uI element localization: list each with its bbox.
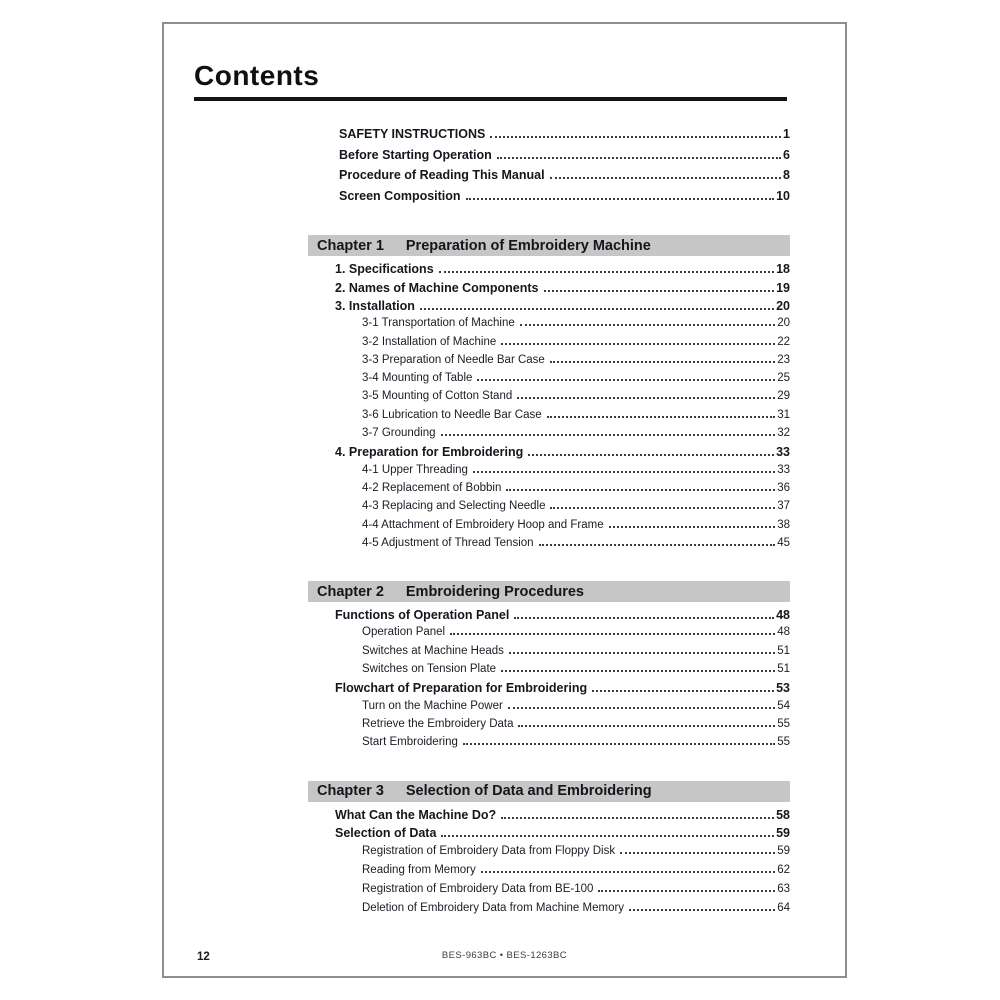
title-rule: [194, 97, 787, 101]
toc-entry-label: 4. Preparation for Embroidering: [335, 445, 524, 460]
dot-leader: [508, 707, 775, 709]
toc-row: [308, 537, 790, 555]
toc-row: [308, 663, 790, 681]
toc-entry-page: 37: [777, 500, 790, 513]
toc-entry-label: Operation Panel: [362, 626, 446, 639]
toc-entry-page: 55: [777, 717, 790, 730]
dot-leader: [550, 507, 775, 509]
toc-entry-page: 62: [777, 864, 790, 877]
dot-leader: [497, 157, 781, 159]
dot-leader: [501, 343, 775, 345]
toc-entry-label: 4-4 Attachment of Embroidery Hoop and Frame: [362, 518, 604, 531]
toc-entry-label: 3. Installation: [335, 298, 415, 313]
toc-row: [308, 883, 790, 902]
chapter-label: Chapter 1: [317, 237, 384, 254]
dot-leader: [420, 308, 774, 310]
toc-entry-label: Switches on Tension Plate: [362, 663, 497, 676]
toc-entry-label: 3-1 Transportation of Machine: [362, 317, 515, 330]
toc-row: [308, 864, 790, 883]
dot-leader: [550, 361, 775, 363]
dot-leader: [517, 397, 775, 399]
toc-row: [308, 127, 790, 148]
toc-entry-page: 33: [776, 445, 790, 460]
chapter-section: [308, 781, 790, 921]
toc-entry-page: 54: [777, 699, 790, 712]
toc-row: [308, 519, 790, 537]
dot-leader: [609, 526, 776, 528]
toc-entry-label: Registration of Embroidery Data from Floppy Disk: [362, 845, 616, 858]
dot-leader: [490, 136, 781, 138]
toc-entry-page: 38: [777, 518, 790, 531]
dot-leader: [598, 890, 775, 892]
page-title: Contents: [194, 60, 320, 91]
toc-entry-label: Selection of Data: [335, 826, 437, 841]
toc-entry-page: 58: [776, 807, 790, 822]
manual-page: [162, 22, 847, 978]
toc-entry-label: Before Starting Operation: [339, 147, 492, 162]
toc-entry-page: 18: [776, 262, 790, 277]
dot-leader: [466, 198, 775, 200]
toc-entry-label: 4-3 Replacing and Selecting Needle: [362, 500, 546, 513]
toc-entry-label: 4-2 Replacement of Bobbin: [362, 481, 502, 494]
chapter-heading-bar: [308, 581, 790, 602]
dot-leader: [514, 617, 774, 619]
toc-row: [308, 409, 790, 427]
toc-entry-label: Screen Composition: [339, 188, 461, 203]
toc-entry-page: 48: [777, 626, 790, 639]
toc-row: [308, 445, 790, 463]
toc-entry-label: 4-5 Adjustment of Thread Tension: [362, 536, 534, 549]
toc-row: [308, 336, 790, 354]
toc-entry-page: 25: [777, 372, 790, 385]
toc-entry-page: 51: [777, 644, 790, 657]
toc-entry-page: 55: [777, 736, 790, 749]
chapter-entries: [308, 602, 790, 754]
dot-leader: [629, 909, 775, 911]
toc-entry-page: 51: [777, 663, 790, 676]
chapter-label: Chapter 2: [317, 583, 384, 600]
toc-row: [308, 317, 790, 335]
toc-entry-page: 31: [777, 408, 790, 421]
dot-leader: [592, 690, 774, 692]
dot-leader: [528, 454, 774, 456]
chapter-list: [308, 235, 790, 920]
toc-entry-label: 3-2 Installation of Machine: [362, 335, 497, 348]
toc-row: [308, 626, 790, 644]
front-matter-list: [308, 127, 790, 209]
toc-entry-page: 59: [777, 845, 790, 858]
dot-leader: [463, 743, 775, 745]
toc-entry-label: 4-1 Upper Threading: [362, 463, 468, 476]
dot-leader: [450, 633, 775, 635]
toc-row: [308, 372, 790, 390]
toc-entry-label: SAFETY INSTRUCTIONS: [339, 127, 486, 141]
dot-leader: [501, 670, 775, 672]
dot-leader: [473, 471, 775, 473]
chapter-entries: [308, 802, 790, 921]
toc-entry-page: 20: [777, 317, 790, 330]
toc-entry-label: Procedure of Reading This Manual: [339, 168, 545, 183]
chapter-section: [308, 581, 790, 754]
toc-entry-page: 6: [783, 147, 790, 162]
toc-row: [308, 464, 790, 482]
toc-row: [308, 262, 790, 280]
toc-row: [308, 168, 790, 189]
toc-entry-page: 33: [777, 463, 790, 476]
toc-row: [308, 427, 790, 445]
toc-row: [308, 500, 790, 518]
dot-leader: [547, 416, 776, 418]
toc-entry-label: Reading from Memory: [362, 864, 476, 877]
toc-row: [308, 148, 790, 169]
toc-entry-page: 23: [777, 353, 790, 366]
toc-entry-label: 3-4 Mounting of Table: [362, 372, 473, 385]
chapter-section: [308, 235, 790, 555]
toc-row: [308, 902, 790, 921]
chapter-heading-bar: [308, 235, 790, 256]
dot-leader: [544, 290, 775, 292]
toc-row: [308, 845, 790, 864]
toc-entry-label: Start Embroidering: [362, 736, 458, 749]
toc-row: [308, 390, 790, 408]
toc-row: [308, 299, 790, 317]
toc-entry-label: Retrieve the Embroidery Data: [362, 717, 514, 730]
toc-row: [308, 826, 790, 845]
toc-row: [308, 718, 790, 736]
dot-leader: [550, 177, 781, 179]
dot-leader: [620, 852, 775, 854]
toc-entry-page: 63: [777, 883, 790, 896]
toc-entry-page: 53: [776, 681, 790, 696]
dot-leader: [509, 652, 775, 654]
toc-entry-label: What Can the Machine Do?: [335, 807, 497, 822]
toc-entry-label: 3-5 Mounting of Cotton Stand: [362, 390, 513, 403]
toc-row: [308, 736, 790, 754]
toc-entry-page: 45: [777, 536, 790, 549]
toc-row: [308, 645, 790, 663]
toc-row: [308, 482, 790, 500]
toc-entry-page: 32: [777, 427, 790, 440]
toc-row: [308, 808, 790, 827]
toc-entry-page: 8: [783, 168, 790, 183]
dot-leader: [439, 271, 774, 273]
toc-entry-label: 3-3 Preparation of Needle Bar Case: [362, 353, 545, 366]
chapter-title: Selection of Data and Embroidering: [405, 783, 652, 799]
dot-leader: [481, 871, 775, 873]
toc-entry-page: 59: [776, 826, 790, 841]
toc-entry-label: Switches at Machine Heads: [362, 644, 504, 657]
toc-entry-label: 3-7 Grounding: [362, 427, 436, 440]
toc-row: [308, 189, 790, 210]
dot-leader: [518, 725, 775, 727]
toc-entry-label: Flowchart of Preparation for Embroidering: [335, 681, 588, 696]
toc-row: [308, 354, 790, 372]
toc-entry-page: 10: [776, 188, 790, 203]
toc-entry-label: Turn on the Machine Power: [362, 699, 503, 712]
toc-row: [308, 608, 790, 626]
toc-entry-page: 29: [777, 390, 790, 403]
page-number: 12: [197, 951, 210, 963]
toc-entry-page: 1: [783, 127, 790, 141]
dot-leader: [539, 544, 776, 546]
chapter-title: Preparation of Embroidery Machine: [405, 237, 651, 254]
toc-entry-label: Deletion of Embroidery Data from Machine Memory: [362, 901, 625, 914]
toc-entry-label: 3-6 Lubrication to Needle Bar Case: [362, 408, 542, 421]
dot-leader: [520, 324, 775, 326]
dot-leader: [441, 835, 774, 837]
toc-entry-label: Registration of Embroidery Data from BE-100: [362, 883, 594, 896]
toc-row: [308, 681, 790, 699]
footer-model-codes: BES-963BC • BES-1263BC: [441, 950, 568, 961]
toc-entry-page: 48: [776, 608, 790, 623]
toc-entry-page: 36: [777, 481, 790, 494]
toc-row: [308, 700, 790, 718]
table-of-contents: [308, 127, 790, 921]
toc-row: [308, 281, 790, 299]
dot-leader: [501, 817, 774, 819]
dot-leader: [441, 434, 776, 436]
chapter-entries: [308, 256, 790, 555]
dot-leader: [477, 379, 775, 381]
dot-leader: [506, 489, 775, 491]
chapter-title: Embroidering Procedures: [405, 583, 584, 600]
toc-entry-label: Functions of Operation Panel: [335, 608, 510, 623]
toc-entry-page: 20: [776, 298, 790, 313]
toc-entry-page: 64: [777, 901, 790, 914]
toc-entry-label: 2. Names of Machine Components: [335, 280, 539, 295]
chapter-label: Chapter 3: [317, 783, 384, 799]
chapter-heading-bar: [308, 781, 790, 802]
toc-entry-label: 1. Specifications: [335, 262, 434, 277]
toc-entry-page: 22: [777, 335, 790, 348]
toc-entry-page: 19: [776, 280, 790, 295]
